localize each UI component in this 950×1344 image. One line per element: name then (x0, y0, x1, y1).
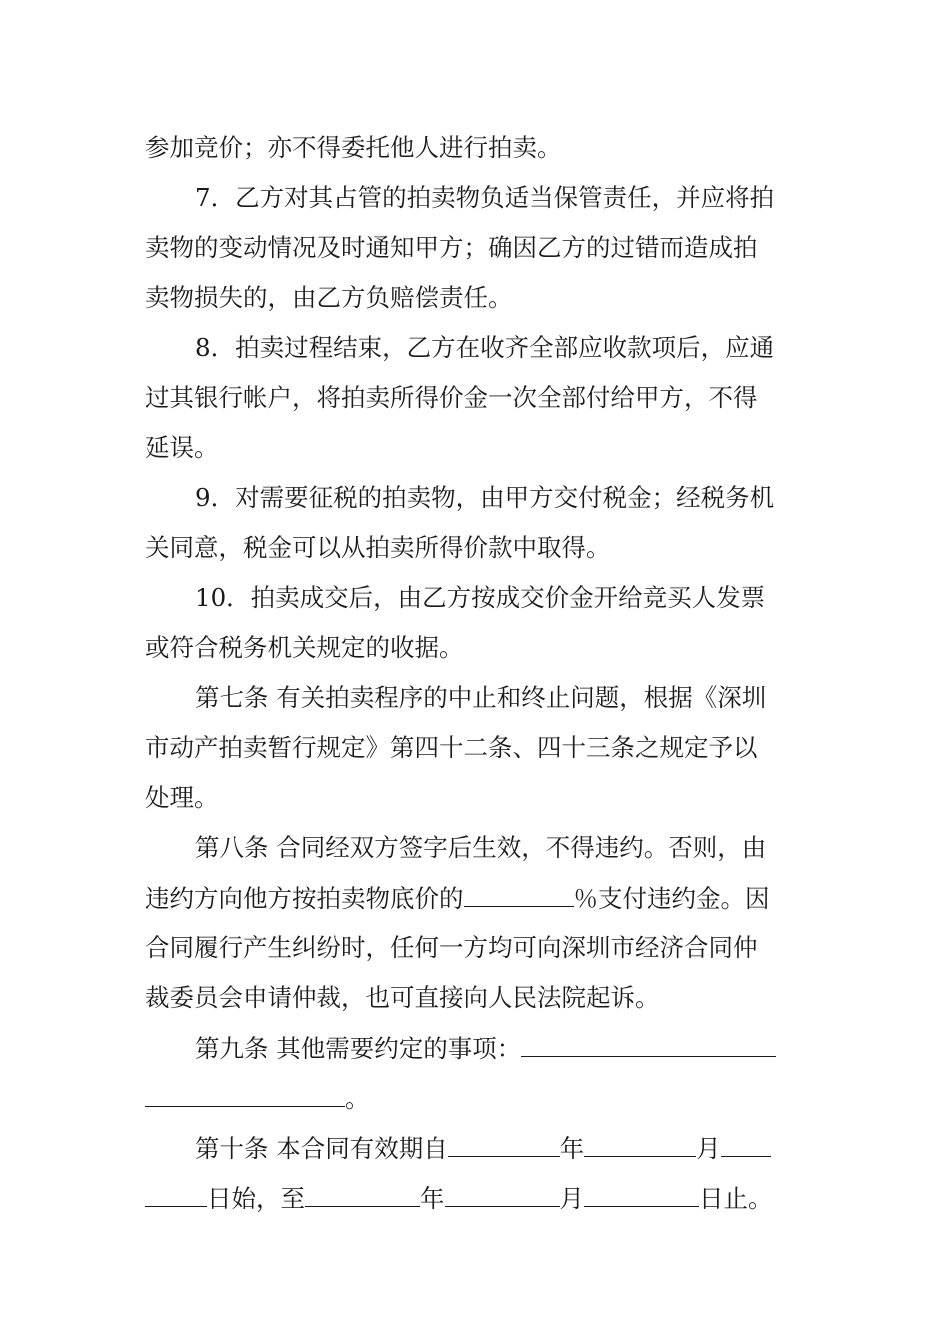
end-year-label: 年 (420, 1184, 445, 1213)
clause-8-line-2: 过其银行帐户，将拍卖所得价金一次全部付给甲方，不得 (145, 383, 758, 412)
clause-10-line-1: 10．拍卖成交后，由乙方按成交价金开给竞买人发票 (195, 583, 766, 612)
clause-9-line-1: 9．对需要征税的拍卖物，由甲方交付税金；经税务机 (195, 483, 775, 512)
article-10-label: 第十条 本合同有效期自 (195, 1134, 448, 1163)
day-end-label: 日止。 (699, 1184, 773, 1213)
article-8-line-3: 合同履行产生纠纷时，任何一方均可向深圳市经济合同仲 (145, 933, 758, 962)
article-10-line-1 (195, 1132, 810, 1164)
end-year-blank[interactable] (305, 1182, 420, 1207)
end-month-blank[interactable] (445, 1182, 560, 1207)
clause-7-line-3: 卖物损失的，由乙方负赔偿责任。 (145, 283, 513, 312)
article-7-line-1: 第七条 有关拍卖程序的中止和终止问题，根据《深圳 (195, 683, 767, 712)
day-start-label: 日始，至 (207, 1184, 305, 1213)
article-9-line-2 (145, 1082, 810, 1114)
start-year-blank[interactable] (448, 1132, 560, 1157)
end-day-blank[interactable] (584, 1182, 699, 1207)
clause-7-line-2: 卖物的变动情况及时通知甲方；确因乙方的过错而造成拍 (145, 233, 758, 262)
article-8-line-4: 裁委员会申请仲裁，也可直接向人民法院起诉。 (145, 983, 660, 1012)
clause-7-line-1: 7．乙方对其占管的拍卖物负适当保管责任，并应将拍 (195, 183, 775, 212)
penalty-percent-blank[interactable] (464, 882, 574, 907)
text-line: 参加竞价；亦不得委托他人进行拍卖。 (145, 133, 562, 162)
start-day-blank-part-1[interactable] (721, 1132, 771, 1157)
year-label: 年 (559, 1134, 585, 1163)
article-7-line-3: 处理。 (145, 783, 219, 812)
article-9-label: 第九条 其他需要约定的事项： (195, 1034, 522, 1063)
start-day-blank-part-2[interactable] (145, 1182, 207, 1207)
article-10-line-2 (145, 1182, 810, 1214)
article-8-text-a: 违约方向他方按拍卖物底价的 (145, 884, 464, 913)
clause-9-line-2: 关同意，税金可以从拍卖所得价款中取得。 (145, 533, 611, 562)
month-label: 月 (696, 1134, 721, 1163)
clause-10-line-2: 或符合税务机关规定的收据。 (145, 633, 464, 662)
other-matters-blank-1[interactable] (521, 1032, 776, 1057)
end-month-label: 月 (559, 1184, 584, 1213)
article-8-text-b: ％支付违约金。因 (573, 884, 770, 913)
article-8-line-1: 第八条 合同经双方签字后生效，不得违约。否则，由 (195, 833, 767, 862)
start-month-blank[interactable] (584, 1132, 696, 1157)
article-7-line-2: 市动产拍卖暂行规定》第四十二条、四十三条之规定予以 (145, 733, 758, 762)
other-matters-blank-2[interactable] (145, 1082, 345, 1107)
clause-8-line-3: 延误。 (145, 433, 219, 462)
clause-8-line-1: 8．拍卖过程结束，乙方在收齐全部应收款项后，应通 (195, 333, 775, 362)
article-9-end: 。 (345, 1084, 370, 1113)
article-8-line-2 (145, 882, 810, 914)
article-9-line-1 (195, 1032, 810, 1064)
